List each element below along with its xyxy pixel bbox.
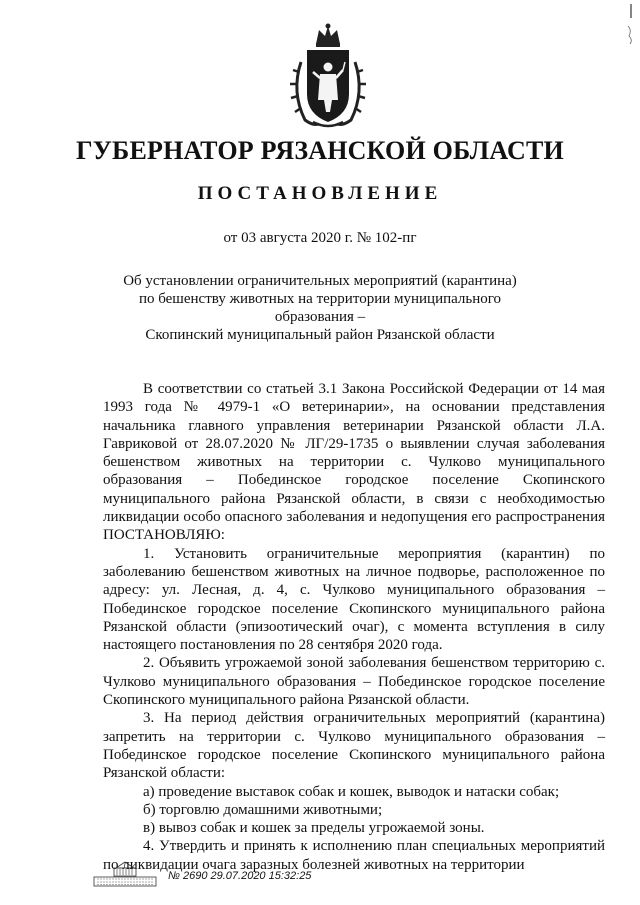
margin-mark — [626, 4, 636, 44]
subject-line: Скопинский муниципальный район Рязанской области — [145, 327, 495, 343]
clause-3: 3. На период действия ограничительных мероприятий (карантина) запретить на территории с. Чулково муниципального образования – Побединское городское поселение Скопинского муниципального района Рязанской области: — [103, 710, 605, 782]
page-title: ГУБЕРНАТОР РЯЗАНСКОЙ ОБЛАСТИ — [76, 136, 564, 165]
subject-line: по бешенству животных на территории муниципального образования – — [138, 291, 502, 325]
clause-3-item-c: в) вывоз собак и кошек за пределы угрожаемой зоны. — [143, 820, 485, 837]
document-date-number: от 03 августа 2020 г. № 102-пг — [223, 230, 417, 246]
document-subject — [100, 272, 540, 344]
preamble-paragraph: В соответствии со статьей 3.1 Закона Российской Федерации от 14 мая 1993 года № 4979-1 «О ветеринарии», на основании представления начальника главного управления ветеринарии Рязанской области Л.А. Гавриковой от 28.07.2020 № ЛГ/29-1735 о выявлении случая заболевания бешенством животных на территории с. Чулково муниципального образования – Побединское городское поселение Скопинского муниципального района Рязанской области, в связи с необходимостью ликвидации особо опасного заболевания и недопущения его распространения ПОСТАНОВЛЯЮ: — [103, 381, 605, 544]
clause-3-item-b: б) торговлю домашними животными; — [143, 801, 383, 818]
coat-of-arms-icon — [283, 22, 373, 132]
document-body — [103, 380, 605, 874]
registration-footer — [92, 858, 352, 890]
registration-stamp-icon — [92, 860, 158, 888]
clause-1: 1. Установить ограничительные мероприятия (карантин) по заболеванию бешенством животных на личное подворье, расположенное по адресу: ул. Лесная, д. 4, с. Чулково муниципального образования – Побединское городское поселение Скопинского муниципального района Рязанской области (эпизоотический очаг), с момента вступления в силу настоящего постановления по 28 сентября 2020 года. — [103, 545, 605, 654]
clause-3-item-a: а) проведение выставок собак и кошек, выводок и натаски собак; — [143, 783, 560, 800]
document-type: ПОСТАНОВЛЕНИЕ — [197, 183, 443, 204]
clause-4: 4. Утвердить и принять к исполнению план специальных мероприятий по ликвидации очага заразных болезней животных на территории — [103, 838, 605, 873]
registration-number: № 2690 29.07.2020 15:32:25 — [168, 870, 312, 882]
subject-line: Об установлении ограничительных мероприятий (карантина) — [123, 273, 517, 289]
clause-2: 2. Объявить угрожаемой зоной заболевания бешенством территорию с. Чулково муниципального образования – Побединское городское поселение Скопинского муниципального района Рязанской области. — [103, 655, 605, 709]
